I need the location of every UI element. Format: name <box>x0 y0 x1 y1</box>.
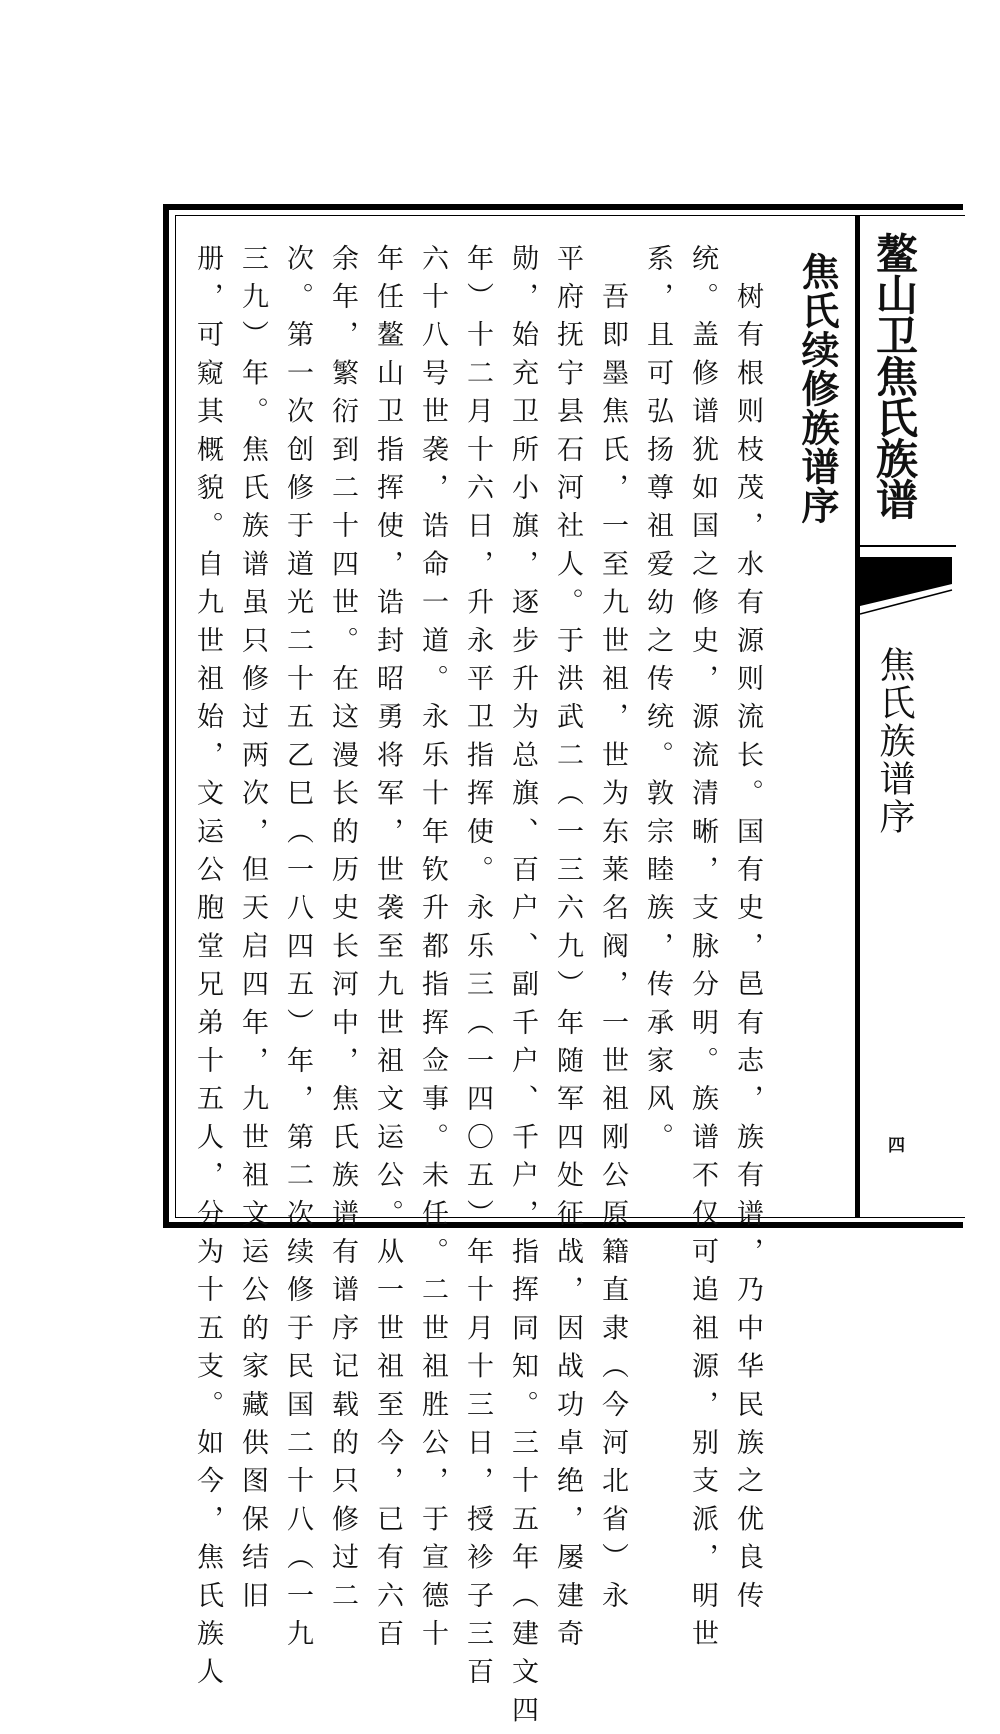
text-column: 六十八号世袭，诰命一道。永乐十年钦升都指挥佥事。未任。二世祖胜公，于宣德十 <box>417 244 448 1658</box>
text-column: 系，且可弘扬尊祖爱幼之传统。敦宗睦族，传承家风。 <box>642 244 673 1161</box>
book-title: 鳌山卫焦氏族谱 <box>870 232 919 519</box>
text-column: 年）十二月十六日，升永平卫指挥使。永乐三（一四〇五）年十月十三日，授袗子三百 <box>462 244 493 1696</box>
fishtail-ornament-icon <box>860 551 956 615</box>
text-column: 三九）年。焦氏族谱虽只修过两次，但天启四年，九世祖文运公的家藏供图保结旧 <box>237 244 268 1620</box>
text-column: 次。第一次创修于道光二十五乙巳（一八四五）年，第二次续修于民国二十八（一九 <box>282 244 313 1658</box>
text-column: 年任鳌山卫指挥使，诰封昭勇将军，世袭至九世祖文运公。从一世祖至今，已有六百 <box>372 244 403 1658</box>
text-column: 平府抚宁县石河社人。于洪武二（一三六九）年随军四处征战，因战功卓绝，屡建奇 <box>552 244 583 1658</box>
article-heading: 焦氏续修族谱序 <box>795 252 840 525</box>
spine-separator-line <box>860 545 956 547</box>
text-column: 统。盖修谱犹如国之修史，源流清晰，支脉分明。族谱不仅可追祖源，别支派，明世 <box>687 244 718 1658</box>
section-title: 焦氏族谱序 <box>874 646 915 836</box>
text-column: 树有根则枝茂，水有源则流长。国有史，邑有志，族有谱，乃中华民族之优良传 <box>732 244 763 1620</box>
page-number: 四 <box>884 1136 904 1153</box>
text-column: 吾即墨焦氏，一至九世祖，世为东莱名阀，一世祖刚公原籍直隶（今河北省）永 <box>597 244 628 1620</box>
text-column: 册，可窥其概貌。自九世祖始，文运公胞堂兄弟十五人，分为十五支。如今，焦氏族人 <box>192 244 223 1696</box>
text-column: 勋，始充卫所小旗，逐步升为总旗、百户、副千户、千户，指挥同知。三十五年（建文四 <box>507 244 538 1734</box>
text-column: 余年，繁衍到二十四世。在这漫长的历史长河中，焦氏族谱有谱序记载的只修过二 <box>327 244 358 1620</box>
spine-divider <box>855 215 860 1218</box>
